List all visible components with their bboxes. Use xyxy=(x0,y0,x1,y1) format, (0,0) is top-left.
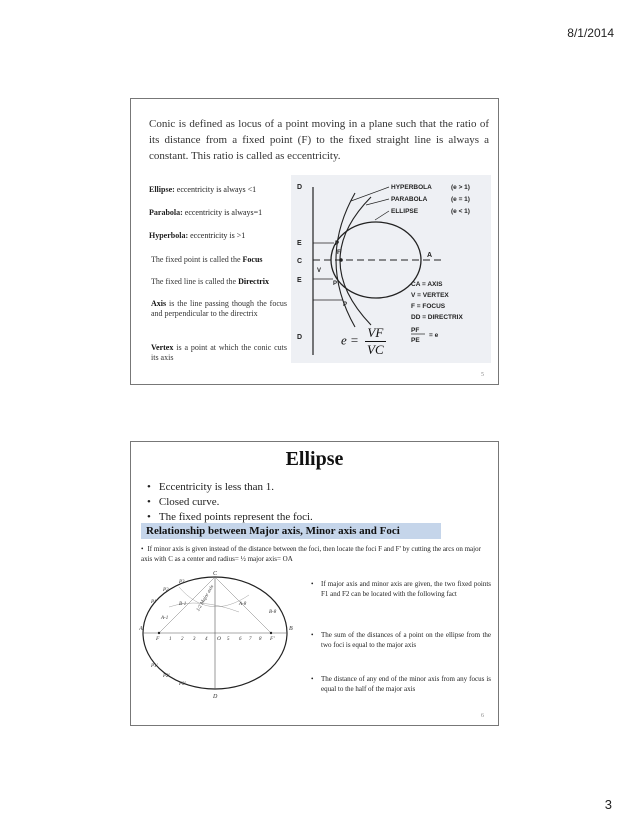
label-o: O xyxy=(217,636,221,642)
label-c: C xyxy=(297,258,303,265)
legend-vertex: V = VERTEX xyxy=(411,292,449,299)
minor-axis-focus-fact: • The distance of any end of the minor axis from any focus is equal to the half of the major axis xyxy=(311,675,491,693)
hyperbola-definition: Hyperbola: eccentricity is >1 xyxy=(149,231,246,240)
major-minor-fact: • If major axis and minor axis are given, the two fixed points F1 and F2 can be located with the following fact xyxy=(311,580,491,598)
label-p2-prime: P2' xyxy=(163,674,170,679)
label-a-8: A-8 xyxy=(239,602,247,607)
label-v: V xyxy=(317,268,322,274)
legend-axis: CA = AXIS xyxy=(411,281,443,288)
slide-number: 5 xyxy=(481,372,484,378)
page-date: 8/1/2014 xyxy=(567,26,614,40)
eccentricity-formula: e = $\frac{VF}{VC}$ xyxy=(341,325,384,357)
bullet-item: • Eccentricity is less than 1. xyxy=(147,480,313,495)
parabola-label: PARABOLA xyxy=(391,196,428,203)
foci-construction-text: • If minor axis is given instead of the distance between the foci, then locate the foci F and F' by cutting the arcs on major axis with C as a center and radius= ½ major axis= OA xyxy=(141,545,481,563)
label-f: F xyxy=(156,636,160,642)
section-banner: Relationship between Major axis, Minor axis and Foci xyxy=(141,523,441,539)
scale-1: 1 xyxy=(169,637,172,642)
scale-6: 6 xyxy=(239,637,242,642)
label-b: B xyxy=(289,626,293,632)
ellipse-definition: Ellipse: eccentricity is always <1 xyxy=(149,185,257,194)
scale-8: 8 xyxy=(259,637,262,642)
scale-7: 7 xyxy=(249,637,252,642)
label-d-bottom: D xyxy=(297,334,303,341)
legend-focus: F = FOCUS xyxy=(411,303,446,310)
ratio-equals-e: = e xyxy=(429,332,439,339)
parabola-definition: Parabola: eccentricity is always=1 xyxy=(149,208,263,217)
label-b-1: B-1 xyxy=(179,602,187,607)
slide-ellipse xyxy=(130,441,499,726)
ellipse-condition: (e < 1) xyxy=(451,208,470,215)
conic-definition-text: Conic is defined as locus of a point moving in a plane such that the ratio of its distance from a fixed point (F) to the fixed straight line is always a constant. This ratio is called as eccentricity. xyxy=(149,118,489,162)
slide-conics xyxy=(130,98,499,385)
label-a: A xyxy=(139,626,143,632)
hyperbola-label: HYPERBOLA xyxy=(391,184,432,191)
label-d-top: D xyxy=(297,184,303,191)
label-e-upper: E xyxy=(297,240,302,247)
label-b-8: B-8 xyxy=(269,610,277,615)
label-a: A xyxy=(427,252,433,259)
label-d: D xyxy=(213,694,218,700)
label-p3: P xyxy=(343,302,348,308)
label-a-1: A-1 xyxy=(161,616,169,621)
conic-sections-diagram xyxy=(291,175,491,363)
hyperbola-condition: (e > 1) xyxy=(451,184,470,191)
slide-number: 6 xyxy=(481,713,484,719)
scale-5: 5 xyxy=(227,637,230,642)
label-p3: P3 xyxy=(179,580,185,585)
scale-3: 3 xyxy=(193,637,196,642)
half-major-axis-label: 1/2 Major axis xyxy=(196,584,216,613)
scale-4: 4 xyxy=(205,637,208,642)
focus-note: The fixed point is called the Focus xyxy=(151,255,263,264)
vertex-note: Vertex is a point at which the conic cuts its axis xyxy=(151,343,287,362)
directrix-note: The fixed line is called the Directrix xyxy=(151,277,270,286)
ellipse-bullets xyxy=(147,480,313,525)
label-p2: P2 xyxy=(163,588,169,593)
label-e-lower: E xyxy=(297,277,302,284)
page-number: 3 xyxy=(604,797,612,812)
sum-of-distances-fact: • The sum of the distances of a point on the ellipse from the two foci is equal to the major axis xyxy=(311,631,491,649)
bullet-item: • Closed curve. xyxy=(147,495,313,510)
label-f-prime: F' xyxy=(270,636,275,642)
ratio-denominator: PE xyxy=(411,337,420,344)
ellipse-label: ELLIPSE xyxy=(391,208,419,215)
scale-2: 2 xyxy=(181,637,184,642)
legend-directrix: DD = DIRECTRIX xyxy=(411,314,463,321)
label-p2: P xyxy=(333,281,338,287)
ellipse-construction-figure xyxy=(139,567,309,700)
parabola-condition: (e = 1) xyxy=(451,196,470,203)
ratio-numerator: PF xyxy=(411,327,420,334)
label-f: F xyxy=(337,250,341,256)
label-p3-prime: P3' xyxy=(179,682,186,687)
bullet-item: • The fixed points represent the foci. xyxy=(147,510,313,525)
slide-title: Ellipse xyxy=(285,448,344,470)
label-p1: P xyxy=(335,241,340,247)
label-p1: P1 xyxy=(151,600,157,605)
label-p1-prime: P1' xyxy=(151,664,158,669)
ellipse-construction-diagram xyxy=(139,567,309,700)
axis-note: Axis is the line passing though the focus and perpendicular to the directrix xyxy=(151,299,287,318)
conic-sections-figure xyxy=(291,175,491,363)
label-c: C xyxy=(213,571,218,577)
